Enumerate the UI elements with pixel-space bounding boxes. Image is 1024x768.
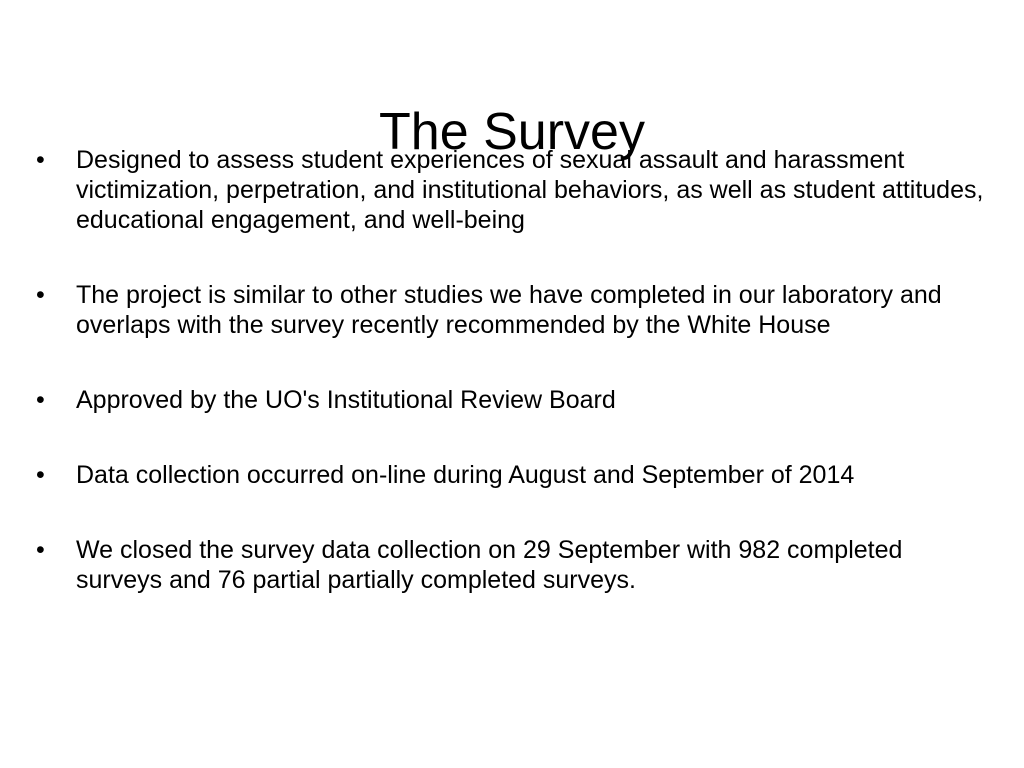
bullet-point-icon: • [36,281,45,309]
bullet-text: The project is similar to other studies we have completed in our laboratory and overlaps with the survey recently recommended by the White House [76,281,942,339]
bullet-point-icon: • [36,536,45,564]
bullet-point-icon: • [36,146,45,174]
bullet-item-design [36,145,986,235]
bullet-text: Data collection occurred on-line during August and September of 2014 [76,461,855,489]
bullet-item-survey-closed [36,535,986,595]
bullet-point-icon: • [36,386,45,414]
bullet-text: Designed to assess student experiences of sexual assault and harassment victimization, perpetration, and institutional behaviors, as well as student attitudes, educational engagement, and well-being [76,146,984,234]
bullet-item-similar-studies [36,280,986,340]
bullet-list [36,145,986,595]
bullet-text: We closed the survey data collection on 29 September with 982 completed surveys and 76 partial partially completed surveys. [76,536,903,594]
bullet-item-data-collection [36,460,986,490]
bullet-point-icon: • [36,461,45,489]
bullet-text: Approved by the UO's Institutional Review Board [76,386,616,414]
bullet-item-irb-approval [36,385,986,415]
slide-title: The Survey [379,102,645,161]
